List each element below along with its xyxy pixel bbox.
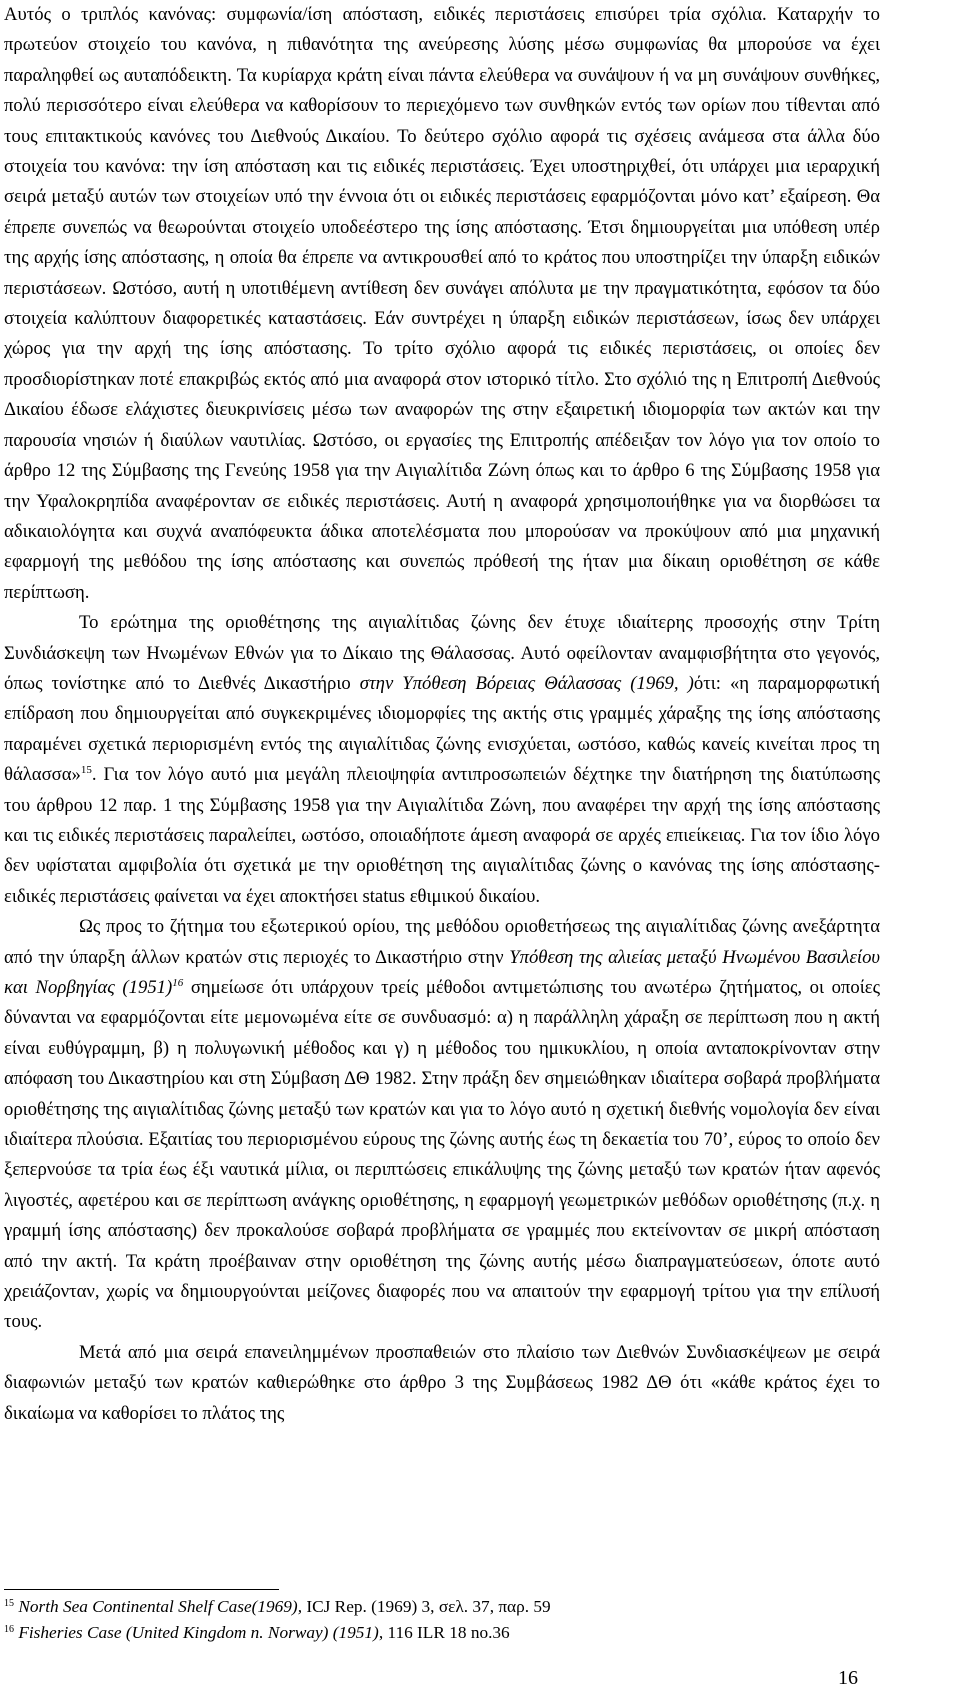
italic-text-run: Υπόθεση της αλιείας μεταξύ Ηνωμένου Βασιλείου και Νορβηγίας (1951) [4, 946, 880, 998]
text-run: Το ερώτημα της οριοθέτησης της αιγιαλίτιδας ζώνης δεν έτυχε ιδιαίτερης προσοχής στην Τρίτη Συνδιάσκεψη των Ηνωμένων Εθνών για το Δίκαιο της Θάλασσας. Αυτό οφείλονταν αναμφισβήτητα στο γεγονός, όπως τονίστηκε από το Διεθνές Δικαστήριο [4, 612, 880, 694]
footnote-reference: 16 [172, 977, 184, 989]
text-run: , 116 ILR 18 no.36 [378, 1623, 510, 1642]
footnote-number: 16 [4, 1624, 14, 1635]
text-run: Μετά από μια σειρά επανειλημμένων προσπαθειών στο πλαίσιο των Διεθνών Συνδιασκέψεων με σειρά διαφωνιών μεταξύ των κρατών καθιερώθηκε στο άρθρο 3 της Συμβάσεως 1982 ΔΘ ότι «κάθε κράτος έχει το δικαίωμα να καθορίσει το πλάτος της [4, 1341, 880, 1424]
text-run: Ως προς το ζήτημα του εξωτερικού ορίου, της μεθόδου οριοθετήσεως της αιγιαλίτιδας ζώνης ανεξάρτητα από την ύπαρξη άλλων κρατών στις περιοχές το Δικαστήριο στην [4, 916, 880, 968]
italic-text-run: North Sea Continental Shelf Case(1969), [18, 1597, 303, 1616]
text-run: ICJ Rep. (1969) 3, σελ. 37, παρ. 59 [302, 1597, 551, 1616]
italic-text-run: στην Υπόθεση Βόρειας Θάλασσας (1969, ) [359, 672, 694, 694]
footnote [4, 1594, 880, 1620]
text-run: σημείωσε ότι υπάρχουν τρείς μέθοδοι αντιμετώπισης του ανωτέρω ζητήματος, οι οποίες δύνανται να εφαρμόζονται είτε μεμονωμένα είτε σε συνδυασμό: α) η παράλληλη χάραξη σε περίπτωση που η ακτή είναι ευθύγραμμη, β) η πολυγωνική μέθοδος και γ) η μέθοδος του ημικυκλίου, η οποία ανταποκρίνονταν στην απόφαση του Δικαστηρίου και στη Σύμβαση ΔΘ 1982. Στην πράξη δεν σημειώθηκαν ιδιαίτερα σοβαρά προβλήματα οριοθέτησης της αιγιαλίτιδας ζώνης μεταξύ των κρατών και για το λόγο αυτό η σχετική διεθνής νομολογία δεν είναι ιδιαίτερα πλούσια. Εξαιτίας του περιορισμένου εύρους της ζώνης αυτής έως τη δεκαετία του 70’, εύρος το οποίο δεν ξεπερνούσε τα τρία έως έξι ναυτικά μίλια, οι περιπτώσεις επικάλυψης της ζώνης μεταξύ των κρατών ήταν αφενός λιγοστές, αφετέρου και σε περίπτωση ανάγκης οριοθέτησης, η εφαρμογή γεωμετρικών μεθόδων οριοθέτησης (π.χ. η γραμμή ίσης απόστασης) δεν προκαλούσε σοβαρά προβλήματα σε γραμμές που εκτείνονταν σε μικρή απόσταση από την ακτή. Τα κράτη προέβαιναν στην οριοθέτηση της ζώνης αυτής μέσω διαπραγματεύσεων, όποτε αυτό χρειάζονταν, χωρίς να δημιουργούνται μείζονες διαφορές που να απαιτούν την εφαρμογή τρίτου για την επίλυσή τους. [4, 977, 880, 1333]
text-run: . Για τον λόγο αυτό μια μεγάλη πλειοψηφία αντιπροσωπειών δέχτηκε την διατήρηση της διατύπωσης του άρθρου 12 παρ. 1 της Σύμβασης 1958 για την Αιγιαλίτιδα Ζώνη, που αναφέρει την αρχή της ίσης απόστασης και τις ειδικές περιστάσεις παραλείπει, ωστόσο, οποιαδήποτε άμεση αναφορά σε αρχές επιείκειας. Για τον ίδιο λόγο δεν υφίσταται αμφιβολία ότι σχετικά με την οριοθέτηση της αιγιαλίτιδας ζώνης ο κανόνας της ίσης απόστασης-ειδικές περιστάσεις φαίνεται να έχει αποκτήσει status εθιμικού δικαίου. [4, 764, 880, 907]
footnote-reference: 15 [80, 764, 92, 777]
text-run: ότι: «η παραμορφωτική επίδραση που δημιουργείται από συγκεκριμένες ιδιομορφίες της ακτής στις γραμμές χάραξης της ίσης απόστασης παραμένει σχετικά περιορισμένη εντός της αιγιαλίτιδας ζώνης ενισχύεται, ωστόσο, καθώς κανείς κινείται προς τη θάλασσα» [4, 672, 880, 786]
footnotes [4, 1594, 880, 1646]
italic-text-run: Fisheries Case (United Kingdom n. Norway) (1951) [18, 1623, 379, 1642]
paragraph [4, 1338, 880, 1429]
paragraph [4, 912, 880, 1338]
footnote-number: 15 [4, 1598, 14, 1609]
footnote-separator [4, 1589, 279, 1590]
body-text [4, 0, 880, 1429]
paragraph [4, 0, 880, 608]
page-number: 16 [838, 1667, 858, 1689]
paragraph [4, 608, 880, 912]
text-run: Αυτός ο τριπλός κανόνας: συμφωνία/ίση απόσταση, ειδικές περιστάσεις επισύρει τρία σχόλια. Καταρχήν το πρωτεύον στοιχείο του κανόνα, η πιθανότητα της ανεύρεσης λύσης μέσω συμφωνίας θα μπορούσε να έχει παραληφθεί ως αυταπόδεικτη. Τα κυρίαρχα κράτη είναι πάντα ελεύθερα να συνάψουν ή να μη συνάψουν συνθήκες, πολύ περισσότερο είναι ελεύθερα να καθορίσουν το περιεχόμενο των συνθηκών εντός των ορίων που τίθενται από τους επιτακτικούς κανόνες του Διεθνούς Δικαίου. Το δεύτερο σχόλιο αφορά τις σχέσεις ανάμεσα στα άλλα δύο στοιχεία του κανόνα: την ίση απόσταση και τις ειδικές περιστάσεις. Έχει υποστηριχθεί, ότι υπάρχει μια ιεραρχική σειρά μεταξύ αυτών των στοιχείων υπό την έννοια ότι οι ειδικές περιστάσεις εφαρμόζονται μόνο κατ’ εξαίρεση. Θα έπρεπε συνεπώς να θεωρούνται στοιχείο υποδεέστερο της ίσης απόστασης. Έτσι δημιουργείται μια υπόθεση υπέρ της αρχής ίσης απόστασης, η οποία θα έπρεπε να αντικρουσθεί από το κράτος που υποστηρίζει την ύπαρξη ειδικών περιστάσεων. Ωστόσο, αυτή η υποτιθέμενη αντίθεση δεν συνάγει απόλυτα με την πραγματικότητα, εφόσον τα δύο στοιχεία καλύπτουν διαφορετικές καταστάσεις. Εάν συντρέχει η ύπαρξη ειδικών περιστάσεων, ίσως δεν υπάρχει χώρος για την αρχή της ίσης απόστασης. Το τρίτο σχόλιο αφορά τις ειδικές περιστάσεις, οι οποίες δεν προσδιορίστηκαν ποτέ επακριβώς εκτός από μια αναφορά στον ιστορικό τίτλο. Στο σχόλιό της η Επιτροπή Διεθνούς Δικαίου έδωσε ελάχιστες διευκρινίσεις μέσω των αναφορών της στην εξαιρετική ιδιομορφία των ακτών και την παρουσία νησιών ή διαύλων ναυτιλίας. Ωστόσο, οι εργασίες της Επιτροπής απέδειξαν τον λόγο για τον οποίο το άρθρο 12 της Σύμβασης της Γενεύης 1958 για την Αιγιαλίτιδα Ζώνη όπως και το άρθρο 6 της Σύμβασης 1958 για την Υφαλοκρηπίδα αναφέρονταν σε ειδικές περιστάσεις. Αυτή η αναφορά χρησιμοποιήθηκε για να διορθώσει τα αδικαιολόγητα και συχνά αναπόφευκτα άδικα αποτελέσματα που μπορούσαν να προκύψουν από μια μηχανική εφαρμογή της μεθόδου της ίσης απόστασης και συνεπώς πρόθεσή της ήταν μια δίκαιη οριοθέτηση σε κάθε περίπτωση. [4, 4, 880, 603]
footnote [4, 1620, 880, 1646]
